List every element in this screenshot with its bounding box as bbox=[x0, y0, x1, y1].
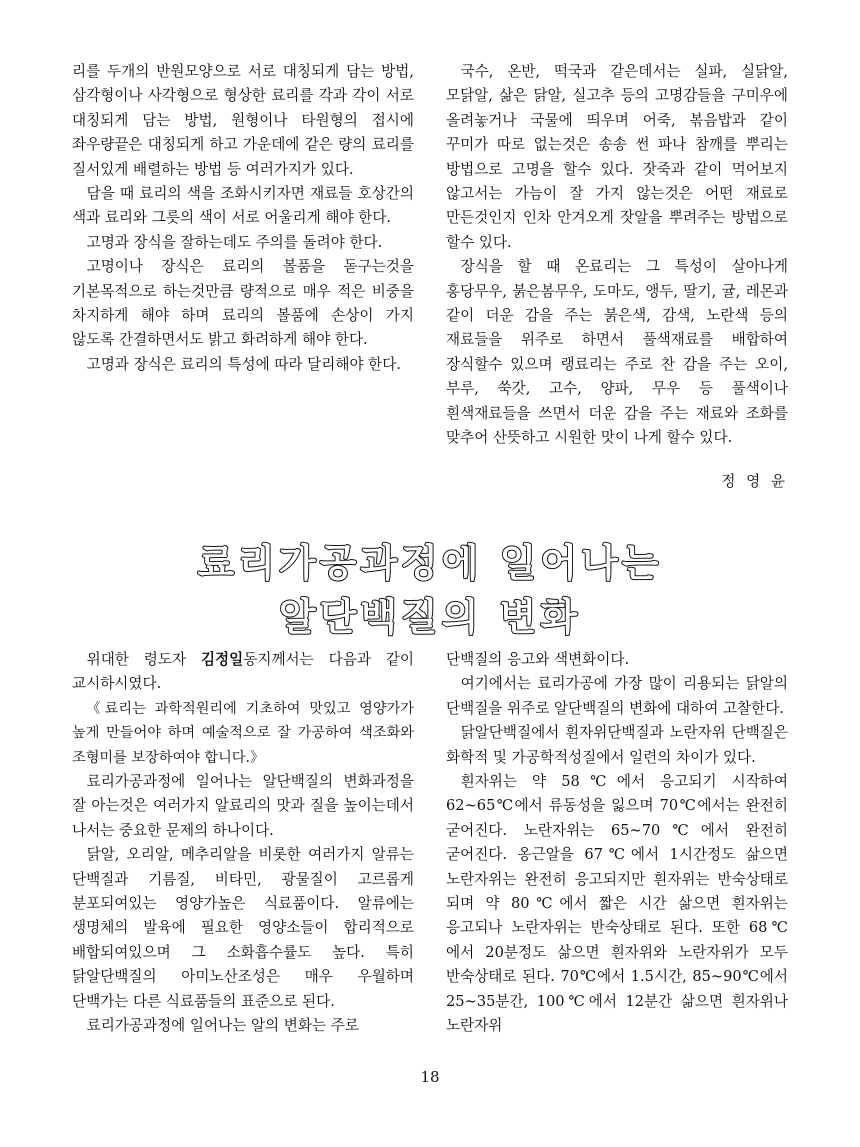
intro-post: 동지께서는 다음과 같이 교시하시였다. bbox=[72, 651, 414, 693]
leader-name: 김정일 bbox=[200, 651, 244, 668]
article2-right-column bbox=[446, 648, 788, 1039]
paragraph: 국수, 온반, 떡국과 같은데서는 실파, 실닭알, 모닭알, 삶은 닭알, 실고추 등의 고명감들을 구미우에 올려놓거나 국물에 띄우며 어죽, 볶음밥과 같이 꾸미가 따로 없는것은 송송 썬 파나 참깨를 뿌리는 방법으로 고명을 할수 있다. 잣죽과 같이 먹어보지 않고서는 가늠이 잘 가지 않는것은 어떤 재료로 만든것인지 인차 안겨오게 잣알을 뿌려주는 방법으로 할수 있다. bbox=[446, 63, 788, 251]
page-number: 18 bbox=[420, 1068, 440, 1086]
article1-author: 정 영 윤 bbox=[721, 473, 788, 490]
paragraph: 단백질의 응고와 색변화이다. bbox=[446, 651, 630, 668]
paragraph: 료리가공과정에 일어나는 알의 변화는 주로 bbox=[86, 1017, 359, 1035]
paragraph: 리를 두개의 반원모양으로 서로 대칭되게 담는 방법, 삼각형이나 사각형으로 형상한 료리를 각과 각이 서로 대칭되게 담는 방법, 원형이나 타원형의 접시에 좌우량끝은 대칭되게 하고 가운데에 같은 량의 료리를 질서있게 배렬하는 방법 등 여러가지가 있다. bbox=[72, 63, 414, 178]
paragraph: 고명이나 장식은 료리의 볼품을 돋구는것을 기본목적으로 하는것만큼 량적으로 매우 적은 비중을 차지하게 해야 하며 료리의 볼품에 손상이 가지 않도록 간결하면서도 밝고 화려하게 해야 한다. bbox=[72, 258, 414, 349]
paragraph: 닭알, 오리알, 메추리알을 비롯한 여러가지 알류는 단백질과 기름질, 비타민, 광물질이 고르롭게 분포되여있는 영양가높은 식료품이다. 알류에는 생명체의 발육에 필요한 영양소들이 합리적으로 배합되여있으며 그 소화흡수률도 높다. 특히 닭알단백질의 아미노산조성은 매우 우월하며 단백가는 다른 식료품들의 표준으로 된다. bbox=[72, 846, 414, 1010]
article2-left-column bbox=[72, 648, 414, 1039]
paragraph: 고명과 장식은 료리의 특성에 따라 달리해야 한다. bbox=[86, 355, 402, 373]
paragraph: 흰자위는 약 58℃에서 응고되기 시작하여 62~65℃에서 류동성을 잃으며 70℃에서는 완전히 굳어진다. 노란자위는 65~70℃에서 완전히 굳어진다. 옹근알을 67℃에서 1시간정도 삶으면 노란자위는 완전히 응고되지만 흰자위는 반숙상태로 되며 약 80℃에서 짧은 시간 삶으면 흰자위는 응고되나 노란자위는 반숙상태로 된다. 또한 68℃에서 20분정도 삶으면 흰자위와 노란자위가 모두 반숙상태로 된다. 70℃에서 1.5시간, 85~90℃에서 25~35분간, 100℃에서 12분간 삶으면 흰자위나 노란자위 bbox=[446, 773, 788, 1035]
intro-pre: 위대한 령도자 bbox=[86, 651, 201, 668]
paragraph: 장식을 할 때 온료리는 그 특성이 살아나게 홍당무우, 붉은봄무우, 도마도, 앵두, 딸기, 귤, 레몬과 같이 더운 감을 주는 붉은색, 감색, 노란색 등의 재료들을 위주로 하면서 풀색재료를 배합하여 장식할수 있으며 랭료리는 주로 찬 감을 주는 오이, 부루, 쑥갓, 고수, 양파, 무우 등 풀색이나 흰색재료들을 쓰면서 더운 감을 주는 재료와 조화를 맞추어 산뜻하고 시원한 맛이 나게 할수 있다. bbox=[446, 258, 788, 447]
paragraph: 닭알단백질에서 흰자위단백질과 노란자위 단백질은 화학적 및 가공학적성질에서 일련의 차이가 있다. bbox=[446, 724, 788, 766]
paragraph: 여기에서는 료리가공에 가장 많이 리용되는 닭알의 단백질을 위주로 알단백질의 변화에 대하여 고찰한다. bbox=[446, 675, 788, 717]
article2-title-line1: 료리가공과정에 일어나는 bbox=[197, 541, 663, 585]
paragraph: 담을 때 료리의 색을 조화시키자면 재료들 호상간의 색과 료리와 그릇의 색이 서로 어울리게 해야 한다. bbox=[72, 185, 414, 227]
article1-left-column bbox=[72, 60, 414, 377]
paragraph: 료리가공과정에 일어나는 알단백질의 변화과정을 잘 아는것은 여러가지 알료리의 맛과 질을 높이는데서 나서는 중요한 문제의 하나이다. bbox=[72, 773, 414, 839]
paragraph: 고명과 장식을 잘하는데도 주의를 돌려야 한다. bbox=[86, 233, 383, 251]
quote-paragraph: 《료리는 과학적원리에 기초하여 맛있고 영양가가 높게 만들어야 하며 예술적으로 잘 가공하여 색조화와 조형미를 보장하여야 합니다.》 bbox=[72, 700, 414, 766]
article1-right-column bbox=[446, 60, 788, 451]
article2-title-line2: 알단백질의 변화 bbox=[278, 595, 582, 639]
intro-paragraph bbox=[72, 648, 414, 697]
